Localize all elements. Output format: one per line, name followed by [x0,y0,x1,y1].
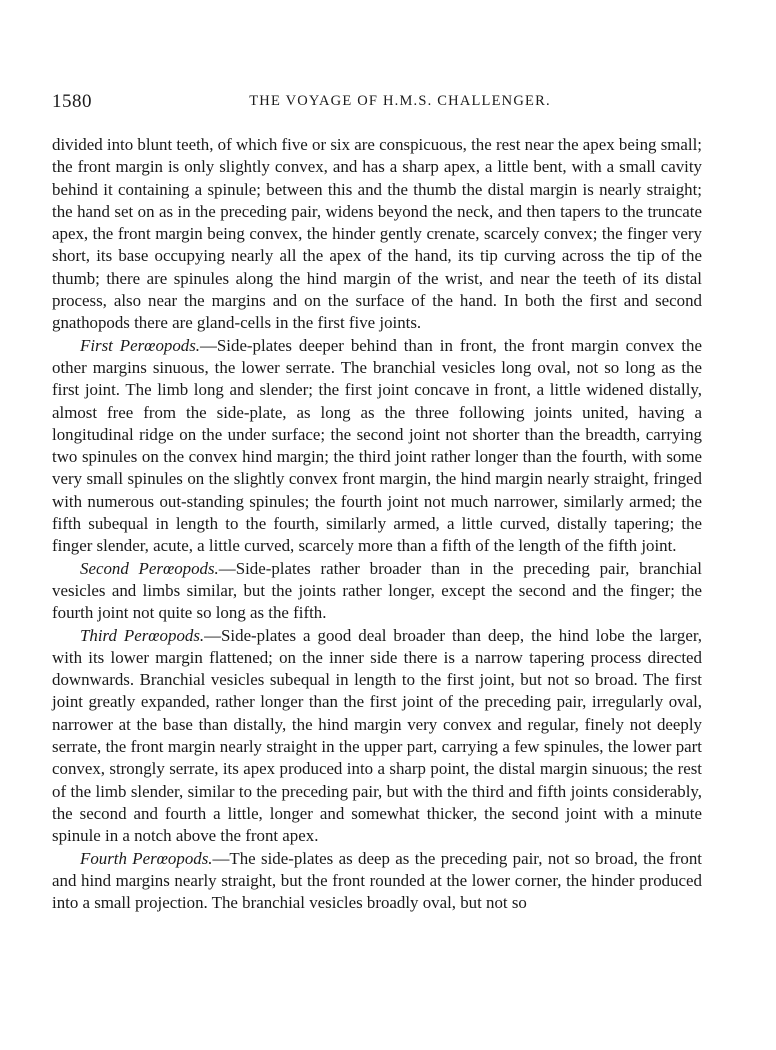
paragraph-fourth-pereopods [52,848,702,915]
paragraph-third-pereopods [52,625,702,848]
paragraph-first-pereopods [52,335,702,558]
paragraph-text: divided into blunt teeth, of which five or six are conspicuous, the rest near the apex being small; the front margin is only slightly convex, and has a sharp apex, a little bent, with a small cavity behind it containing a spinule; between this and the thumb the distal margin is nearly straight; the hand set on as in the preceding pair, widens beyond the neck, and then tapers to the truncate apex, the front margin being convex, the hinder gently crenate, scarcely convex; the finger very short, its base occupying nearly all the apex of the hand, its tip curving across the tip of the thumb; there are spinules along the hind margin of the wrist, and near the teeth of its distal process, also near the margins and on the surface of the hand. In both the first and second gnathopods there are gland-cells in the first five joints. [52,135,702,333]
page-number: 1580 [52,91,92,112]
paragraph-text: —Side-plates rather broader than in the preceding pair, branchial vesicles and limbs similar, but the joints rather longer, except the second and the finger; the fourth joint not quite so long as the fifth. [52,558,702,623]
body-text [52,134,702,914]
paragraph-continuation [52,134,702,335]
paragraph-text: —Side-plates a good deal broader than deep, the hind lobe the larger, with its lower margin flattened; on the inner side there is a narrow tapering process directed downwards. Branchial vesicles subequal in length to the first joint, but not so broad. The first joint greatly expanded, rather longer than the first joint of the preceding pair, irregularly oval, narrower at the base than distally, the hind margin very convex and regular, finely not deeply serrate, the front margin nearly straight in the upper part, carrying a few spinules, the lower part convex, strongly serrate, its apex produced into a sharp point, the distal margin sinuous; the rest of the limb slender, similar to the preceding pair, but with the third and fifth joints considerably, the second and fourth a little, longer and somewhat thicker, the second joint with a minute spinule in a notch above the front apex. [52,625,702,846]
paragraph-text: —Side-plates deeper behind than in front, the front margin convex the other margins sinuous, the lower serrate. The branchial vesicles long oval, not so long as the first joint. The limb long and slender; the first joint concave in front, a little widened distally, almost free from the side-plate, as long as the three following joints united, having a longitudinal ridge on the under surface; the second joint not shorter than the breadth, carrying two spinules on the convex hind margin; the third joint rather longer than the fourth, with some very small spinules on the slightly convex front margin, the hind margin nearly straight, fringed with numerous out-standing spinules; the fourth joint not much narrower, similarly armed; the fifth subequal in length to the fourth, similarly armed, a little curved, distally tapering; the finger slender, acute, a little curved, scarcely more than a fifth of the length of the fifth joint. [52,335,702,556]
page-header [52,91,708,115]
paragraph-heading: Fourth Perœopods. [80,848,213,868]
running-title: THE VOYAGE OF H.M.S. CHALLENGER. [249,93,551,109]
paragraph-text: —The side-plates as deep as the preceding pair, not so broad, the front and hind margins nearly straight, but the front rounded at the lower corner, the hinder produced into a small projection. The branchial vesicles broadly oval, but not so [52,848,703,913]
paragraph-heading: Second Perœopods. [80,558,219,578]
paragraph-heading: Third Perœopods. [80,625,205,645]
paragraph-second-pereopods [52,558,702,625]
paragraph-heading: First Perœopods. [80,335,201,355]
